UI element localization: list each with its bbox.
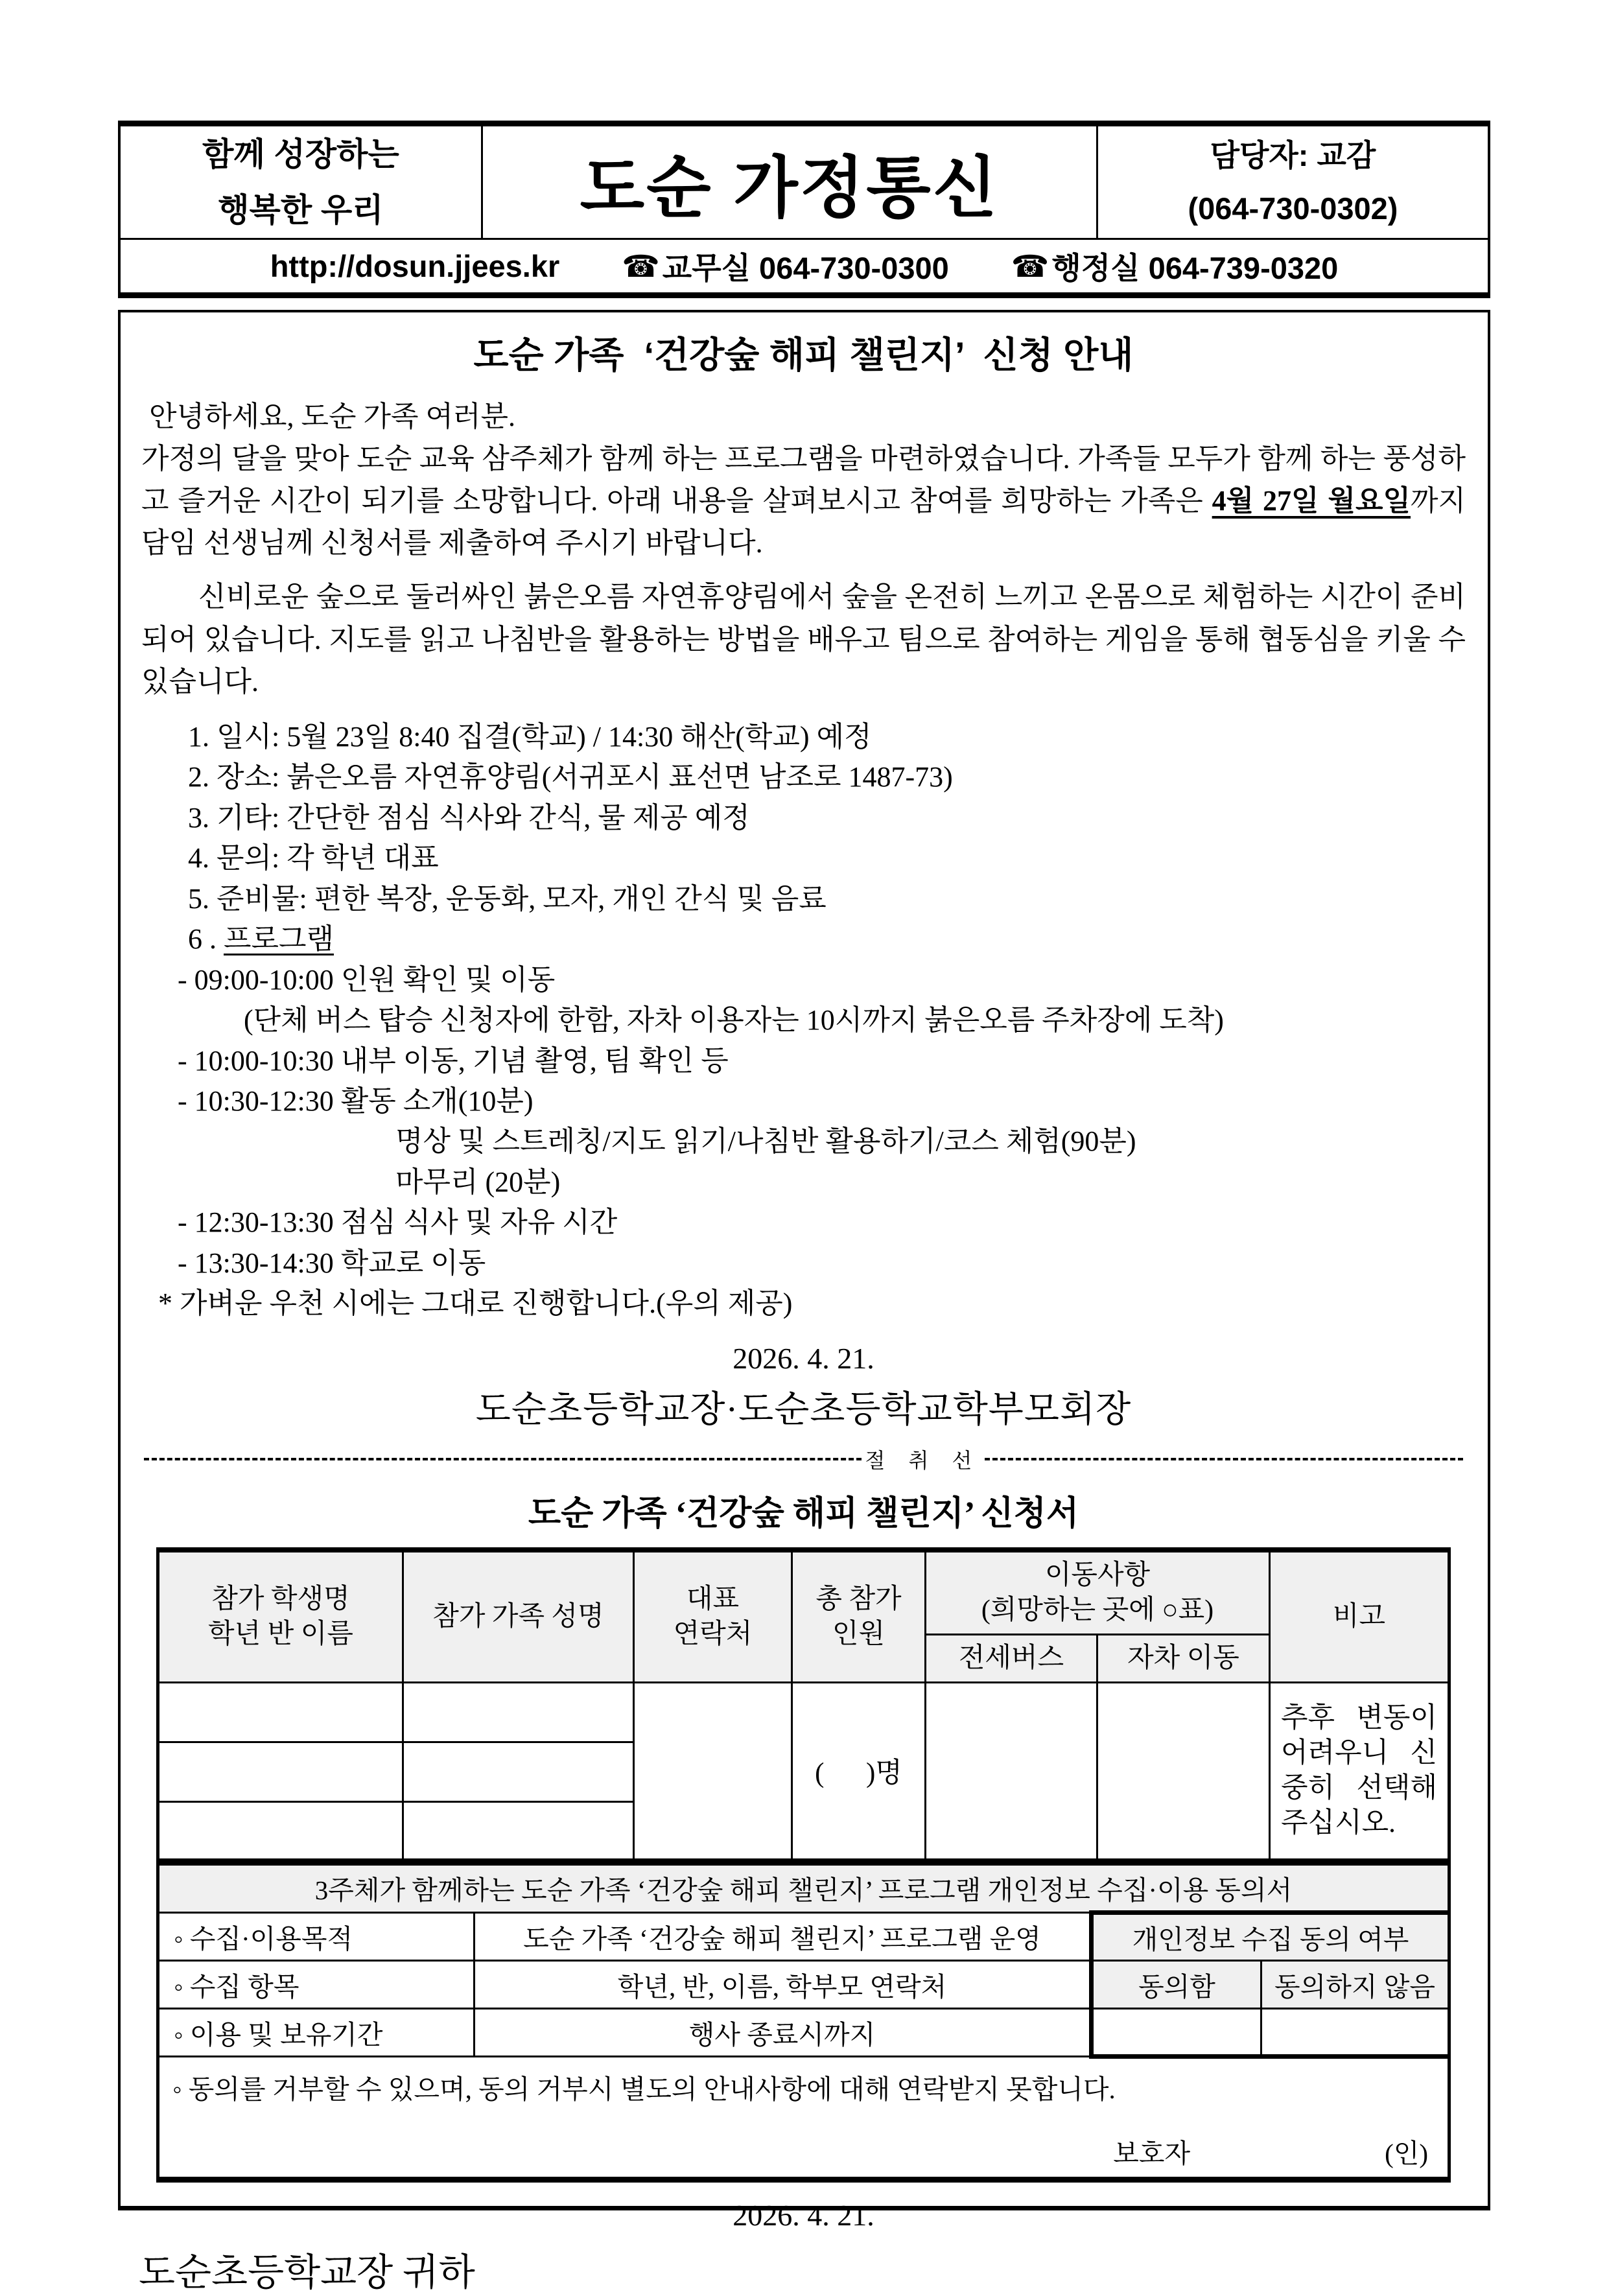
consent-table bbox=[156, 1864, 1451, 2183]
phone-icon: ☎ bbox=[622, 248, 660, 283]
retention-value: 행사 종료시까지 bbox=[474, 2009, 1091, 2057]
manager-label: 담당자: 교감 bbox=[1210, 137, 1376, 172]
retention-label: ◦ 이용 및 보유기간 bbox=[158, 2009, 474, 2057]
disagree-mark-cell bbox=[1261, 2009, 1449, 2057]
schedule-line: - 13:30-14:30 학교로 이동 bbox=[178, 1247, 486, 1279]
notice-body bbox=[118, 310, 1490, 2294]
refusal-note: ◦ 동의를 거부할 수 있으며, 동의 거부시 별도의 안내사항에 대해 연락받지 못합니다. bbox=[172, 2074, 1116, 2105]
cutline-label: 절 취 선 bbox=[865, 1448, 981, 1472]
schedule-line: 명상 및 스트레칭/지도 읽기/나침반 활용하기/코스 체험(90분) bbox=[395, 1125, 1136, 1158]
student-name-cell bbox=[158, 1682, 403, 1742]
info-list bbox=[141, 717, 1466, 960]
table-row bbox=[158, 1682, 1449, 1742]
list-item-program-heading bbox=[141, 919, 1466, 959]
signature-line: 도순초등학교장·도순초등학교학부모회장 bbox=[475, 1389, 1132, 1430]
collected-items-label: ◦ 수집 항목 bbox=[158, 1961, 474, 2009]
student-name-cell bbox=[158, 1801, 403, 1861]
program-number: 6 . bbox=[188, 923, 224, 955]
schedule-line: 마무리 (20분) bbox=[395, 1166, 561, 1198]
phone-icon: ☎ bbox=[1011, 248, 1050, 283]
header-car: 자차 이동 bbox=[1097, 1634, 1269, 1682]
consent-choice-header: 개인정보 수집 동의 여부 bbox=[1091, 1913, 1449, 1961]
newsletter-title: 도순 가정통신 bbox=[580, 150, 1000, 225]
cut-line bbox=[144, 1444, 1463, 1474]
header-contact-line2: 연락처 bbox=[673, 1619, 753, 1650]
purpose-label: ◦ 수집·이용목적 bbox=[158, 1913, 474, 1961]
contact-row bbox=[121, 238, 1488, 292]
recipient-line: 도순초등학교장 귀하 bbox=[139, 2251, 475, 2294]
description-paragraph: 신비로운 숲으로 둘러싸인 붉은오름 자연휴양림에서 숲을 온전히 느끼고 온몸으로 체험하는 시간이 준비되어 있습니다. 지도를 읽고 나침반을 활용하는 방법을 배우고 팀으로 참여하는 게임을 통해 협동심을 키울 수 있습니다. bbox=[141, 581, 1466, 697]
footer-date: 2026. 4. 21. bbox=[733, 2199, 874, 2232]
contact-cell bbox=[633, 1682, 792, 1861]
list-item: 3. 기타: 간단한 점심 식사와 간식, 물 제공 예정 bbox=[188, 801, 750, 834]
header-bus: 전세버스 bbox=[925, 1634, 1097, 1682]
header-contact-line1: 대표 bbox=[686, 1584, 740, 1614]
refusal-row bbox=[158, 2057, 1449, 2180]
application-table bbox=[156, 1547, 1451, 1864]
header-transport-group bbox=[925, 1550, 1269, 1635]
header-transport-line1: 이동사항 bbox=[1044, 1560, 1151, 1590]
family-name-cell bbox=[403, 1801, 633, 1861]
admin-phone bbox=[1011, 244, 1339, 288]
header-student bbox=[158, 1550, 403, 1682]
header-student-line2: 학년 반 이름 bbox=[208, 1619, 353, 1650]
disagree-option: 동의하지 않음 bbox=[1261, 1961, 1449, 2009]
notice-title: 도순 가족 ‘건강숲 해피 챌린지’ 신청 안내 bbox=[473, 334, 1134, 375]
purpose-value: 도순 가족 ‘건강숲 해피 챌린지’ 프로그램 운영 bbox=[474, 1913, 1091, 1961]
bus-check-cell bbox=[925, 1682, 1097, 1861]
family-name-cell bbox=[403, 1742, 633, 1801]
header-contact bbox=[633, 1550, 792, 1682]
consent-band: 3주체가 함께하는 도순 가족 ‘건강숲 해피 챌린지’ 프로그램 개인정보 수집·이용 동의서 bbox=[158, 1865, 1449, 1913]
header-note: 비고 bbox=[1270, 1550, 1449, 1682]
header-count bbox=[792, 1550, 925, 1682]
manager-info bbox=[1098, 126, 1488, 238]
manager-phone: (064-730-0302) bbox=[1188, 191, 1398, 226]
motto-line2: 행복한 우리 bbox=[218, 192, 384, 228]
list-item: 5. 준비물: 편한 복장, 운동화, 모자, 개인 간식 및 음료 bbox=[188, 882, 827, 915]
rain-note: * 가벼운 우천 시에는 그대로 진행합니다.(우의 제공) bbox=[158, 1287, 793, 1320]
schedule-line: - 10:00-10:30 내부 이동, 기념 촬영, 팀 확인 등 bbox=[178, 1044, 729, 1077]
schedule-line: - 10:30-12:30 활동 소개(10분) bbox=[178, 1084, 534, 1117]
greeting-text: 안녕하세요, 도순 가족 여러분. bbox=[149, 401, 516, 432]
office-phone bbox=[622, 244, 949, 288]
paragraph-text: 까지 담임 선생님께 신청서를 제출하여 주시기 바랍니다. bbox=[141, 485, 1466, 559]
family-name-cell bbox=[403, 1682, 633, 1742]
motto-line1: 함께 성장하는 bbox=[202, 136, 399, 172]
schedule-line: - 12:30-13:30 점심 식사 및 자유 시간 bbox=[178, 1206, 618, 1239]
header-family: 참가 가족 성명 bbox=[403, 1550, 633, 1682]
schedule-line: - 09:00-10:00 인원 확인 및 이동 bbox=[178, 963, 556, 996]
header-count-line1: 총 참가 bbox=[815, 1584, 902, 1614]
cutline-dash bbox=[985, 1458, 1463, 1460]
intro-paragraph bbox=[141, 438, 1466, 564]
deadline-text: 4월 27일 월요일 bbox=[1212, 485, 1411, 517]
note-cell: 추후 변동이 어려우니 신중히 선택해 주십시오. bbox=[1270, 1682, 1449, 1861]
application-form-title: 도순 가족 ‘건강숲 해피 챌린지’ 신청서 bbox=[528, 1495, 1079, 1532]
list-item: 2. 장소: 붉은오름 자연휴양림(서귀포시 표선면 남조로 1487-73) bbox=[188, 761, 953, 793]
seal-label: (인) bbox=[1385, 2138, 1429, 2169]
header-transport-line2: (희망하는 곳에 ○표) bbox=[981, 1595, 1214, 1626]
collected-items-value: 학년, 반, 이름, 학부모 연락처 bbox=[474, 1961, 1091, 2009]
program-schedule bbox=[141, 960, 1466, 1324]
school-motto bbox=[121, 126, 483, 238]
paragraph-text: 가정의 달을 맞아 도순 교육 삼주체가 함께 하는 프로그램을 마련하였습니다. 가족들 모두가 함께 하는 풍성하고 즐거운 시간이 되기를 소망합니다. 아래 내용을 살펴보시고 참여를 희망하는 가족은 bbox=[141, 443, 1466, 517]
list-item: 1. 일시: 5월 23일 8:40 집결(학교) / 14:30 해산(학교) 예정 bbox=[188, 720, 872, 753]
program-heading-label: 프로그램 bbox=[224, 923, 334, 955]
count-cell: ( )명 bbox=[792, 1682, 925, 1861]
header-count-line2: 인원 bbox=[832, 1619, 886, 1650]
issue-date: 2026. 4. 21. bbox=[733, 1341, 874, 1375]
agree-mark-cell bbox=[1091, 2009, 1261, 2057]
schedule-line: (단체 버스 탑승 신청자에 한함, 자차 이용자는 10시까지 붉은오름 주차장에 도착) bbox=[244, 1004, 1224, 1037]
newsletter-masthead bbox=[118, 121, 1490, 298]
agree-option: 동의함 bbox=[1091, 1961, 1261, 2009]
school-website: http://dosun.jjees.kr bbox=[270, 249, 560, 283]
student-name-cell bbox=[158, 1742, 403, 1801]
header-student-line1: 참가 학생명 bbox=[211, 1584, 350, 1614]
guardian-label: 보호자 bbox=[1113, 2138, 1191, 2169]
admin-phone-label: 행정실 064-739-0320 bbox=[1051, 251, 1339, 285]
office-phone-label: 교무실 064-730-0300 bbox=[662, 251, 949, 285]
newsletter-title-cell bbox=[483, 126, 1098, 238]
list-item: 4. 문의: 각 학년 대표 bbox=[188, 842, 439, 874]
cutline-dash bbox=[144, 1458, 862, 1460]
car-check-cell bbox=[1097, 1682, 1269, 1861]
